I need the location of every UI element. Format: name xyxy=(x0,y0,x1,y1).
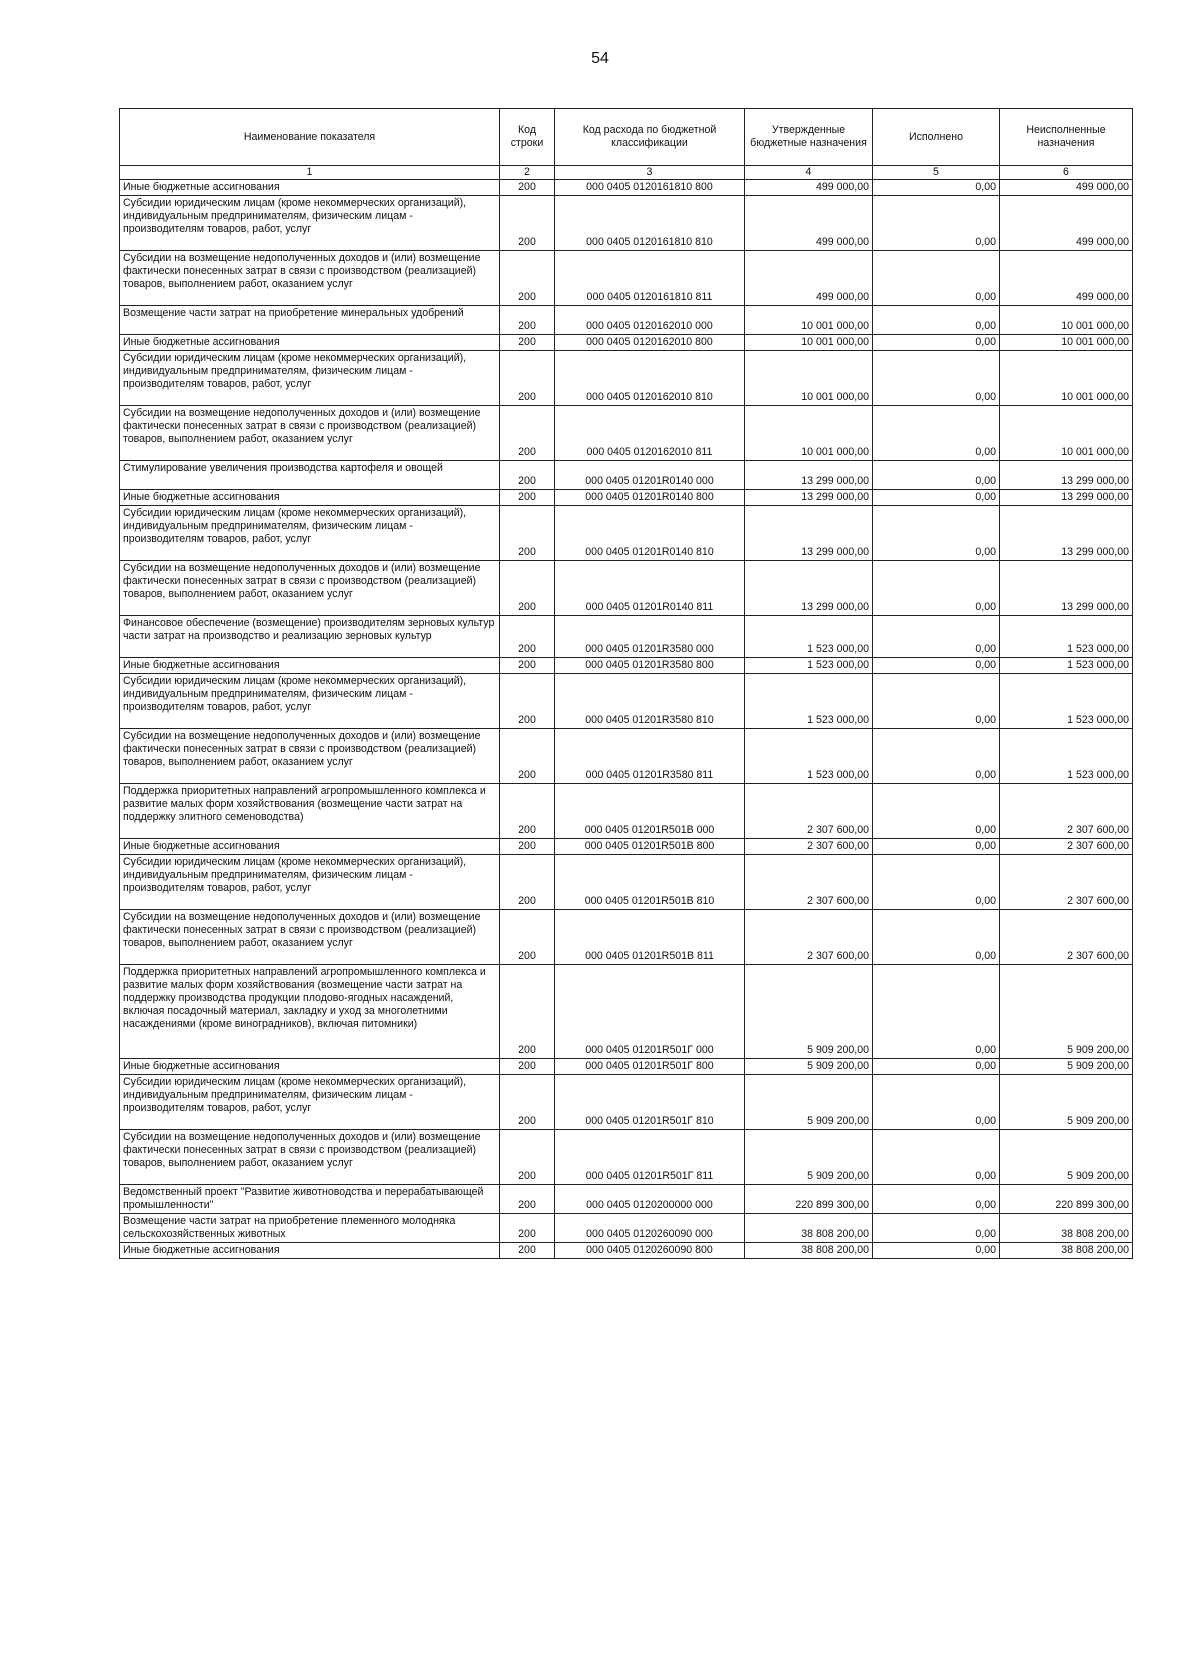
executed-amount-cell: 0,00 xyxy=(873,616,1000,658)
line-code-cell: 200 xyxy=(500,658,555,674)
expense-code-cell: 000 0405 0120260090 800 xyxy=(555,1243,745,1259)
approved-amount-cell: 13 299 000,00 xyxy=(745,506,873,561)
remaining-amount-cell: 5 909 200,00 xyxy=(1000,1059,1133,1075)
indicator-name-cell: Субсидии юридическим лицам (кроме некоммерческих организаций), индивидуальным предпринимателям, физическим лицам - производителям товаров, работ, услуг xyxy=(120,351,500,406)
approved-amount-cell: 10 001 000,00 xyxy=(745,351,873,406)
approved-amount-cell: 1 523 000,00 xyxy=(745,729,873,784)
remaining-amount-cell: 38 808 200,00 xyxy=(1000,1243,1133,1259)
approved-amount-cell: 38 808 200,00 xyxy=(745,1214,873,1243)
header-line-code: Код строки xyxy=(500,109,555,166)
approved-amount-cell: 1 523 000,00 xyxy=(745,658,873,674)
column-number: 4 xyxy=(745,166,873,180)
table-row xyxy=(120,658,1133,674)
approved-amount-cell: 13 299 000,00 xyxy=(745,561,873,616)
line-code-cell: 200 xyxy=(500,1185,555,1214)
line-code-cell: 200 xyxy=(500,351,555,406)
executed-amount-cell: 0,00 xyxy=(873,180,1000,196)
expense-code-cell: 000 0405 0120260090 000 xyxy=(555,1214,745,1243)
remaining-amount-cell: 10 001 000,00 xyxy=(1000,351,1133,406)
remaining-amount-cell: 10 001 000,00 xyxy=(1000,335,1133,351)
indicator-name-cell: Ведомственный проект "Развитие животноводства и перерабатывающей промышленности" xyxy=(120,1185,500,1214)
remaining-amount-cell: 1 523 000,00 xyxy=(1000,616,1133,658)
line-code-cell: 200 xyxy=(500,196,555,251)
remaining-amount-cell: 2 307 600,00 xyxy=(1000,855,1133,910)
remaining-amount-cell: 38 808 200,00 xyxy=(1000,1214,1133,1243)
expense-code-cell: 000 0405 0120161810 810 xyxy=(555,196,745,251)
executed-amount-cell: 0,00 xyxy=(873,855,1000,910)
remaining-amount-cell: 5 909 200,00 xyxy=(1000,1130,1133,1185)
approved-amount-cell: 2 307 600,00 xyxy=(745,855,873,910)
table-row xyxy=(120,965,1133,1059)
expense-code-cell: 000 0405 0120162010 800 xyxy=(555,335,745,351)
header-executed: Исполнено xyxy=(873,109,1000,166)
executed-amount-cell: 0,00 xyxy=(873,1059,1000,1075)
table-row xyxy=(120,839,1133,855)
line-code-cell: 200 xyxy=(500,729,555,784)
approved-amount-cell: 10 001 000,00 xyxy=(745,335,873,351)
executed-amount-cell: 0,00 xyxy=(873,1243,1000,1259)
header-approved: Утвержденные бюджетные назначения xyxy=(745,109,873,166)
approved-amount-cell: 5 909 200,00 xyxy=(745,1075,873,1130)
approved-amount-cell: 1 523 000,00 xyxy=(745,674,873,729)
executed-amount-cell: 0,00 xyxy=(873,1185,1000,1214)
line-code-cell: 200 xyxy=(500,839,555,855)
executed-amount-cell: 0,00 xyxy=(873,506,1000,561)
executed-amount-cell: 0,00 xyxy=(873,674,1000,729)
executed-amount-cell: 0,00 xyxy=(873,784,1000,839)
expense-code-cell: 000 0405 0120161810 811 xyxy=(555,251,745,306)
table-body xyxy=(120,180,1133,1259)
approved-amount-cell: 2 307 600,00 xyxy=(745,910,873,965)
remaining-amount-cell: 499 000,00 xyxy=(1000,180,1133,196)
expense-code-cell: 000 0405 0120162010 810 xyxy=(555,351,745,406)
executed-amount-cell: 0,00 xyxy=(873,1214,1000,1243)
header-row xyxy=(120,109,1133,166)
expense-code-cell: 000 0405 01201R0140 811 xyxy=(555,561,745,616)
executed-amount-cell: 0,00 xyxy=(873,406,1000,461)
line-code-cell: 200 xyxy=(500,1130,555,1185)
indicator-name-cell: Субсидии на возмещение недополученных доходов и (или) возмещение фактически понесенных затрат в связи с производством (реализацией) товаров, выполнением работ, оказанием услуг xyxy=(120,729,500,784)
indicator-name-cell: Поддержка приоритетных направлений агропромышленного комплекса и развитие малых форм хозяйствования (возмещение части затрат на поддержку производства продукции плодово-ягодных насаждений, включая посадочный материал, закладку и уход за многолетними насаждениями (кроме виноградников), включая питомники) xyxy=(120,965,500,1059)
table-row xyxy=(120,461,1133,490)
expense-code-cell: 000 0405 0120162010 000 xyxy=(555,306,745,335)
line-code-cell: 200 xyxy=(500,1214,555,1243)
line-code-cell: 200 xyxy=(500,180,555,196)
approved-amount-cell: 10 001 000,00 xyxy=(745,406,873,461)
indicator-name-cell: Субсидии юридическим лицам (кроме некоммерческих организаций), индивидуальным предпринимателям, физическим лицам - производителям товаров, работ, услуг xyxy=(120,855,500,910)
table-row xyxy=(120,506,1133,561)
remaining-amount-cell: 1 523 000,00 xyxy=(1000,658,1133,674)
column-number: 3 xyxy=(555,166,745,180)
remaining-amount-cell: 2 307 600,00 xyxy=(1000,839,1133,855)
remaining-amount-cell: 10 001 000,00 xyxy=(1000,306,1133,335)
table-row xyxy=(120,196,1133,251)
executed-amount-cell: 0,00 xyxy=(873,1075,1000,1130)
executed-amount-cell: 0,00 xyxy=(873,306,1000,335)
approved-amount-cell: 499 000,00 xyxy=(745,180,873,196)
executed-amount-cell: 0,00 xyxy=(873,196,1000,251)
approved-amount-cell: 10 001 000,00 xyxy=(745,306,873,335)
table-row xyxy=(120,1059,1133,1075)
table-row xyxy=(120,490,1133,506)
remaining-amount-cell: 499 000,00 xyxy=(1000,251,1133,306)
table-row xyxy=(120,351,1133,406)
approved-amount-cell: 220 899 300,00 xyxy=(745,1185,873,1214)
indicator-name-cell: Субсидии юридическим лицам (кроме некоммерческих организаций), индивидуальным предпринимателям, физическим лицам - производителям товаров, работ, услуг xyxy=(120,1075,500,1130)
line-code-cell: 200 xyxy=(500,306,555,335)
executed-amount-cell: 0,00 xyxy=(873,335,1000,351)
expense-code-cell: 000 0405 01201R3580 800 xyxy=(555,658,745,674)
line-code-cell: 200 xyxy=(500,490,555,506)
page-number: 54 xyxy=(591,50,609,67)
indicator-name-cell: Субсидии юридическим лицам (кроме некоммерческих организаций), индивидуальным предпринимателям, физическим лицам - производителям товаров, работ, услуг xyxy=(120,674,500,729)
indicator-name-cell: Иные бюджетные ассигнования xyxy=(120,180,500,196)
executed-amount-cell: 0,00 xyxy=(873,251,1000,306)
indicator-name-cell: Субсидии на возмещение недополученных доходов и (или) возмещение фактически понесенных затрат в связи с производством (реализацией) товаров, выполнением работ, оказанием услуг xyxy=(120,910,500,965)
approved-amount-cell: 13 299 000,00 xyxy=(745,490,873,506)
approved-amount-cell: 499 000,00 xyxy=(745,196,873,251)
indicator-name-cell: Субсидии на возмещение недополученных доходов и (или) возмещение фактически понесенных затрат в связи с производством (реализацией) товаров, выполнением работ, оказанием услуг xyxy=(120,406,500,461)
remaining-amount-cell: 220 899 300,00 xyxy=(1000,1185,1133,1214)
remaining-amount-cell: 13 299 000,00 xyxy=(1000,461,1133,490)
line-code-cell: 200 xyxy=(500,674,555,729)
table-row xyxy=(120,180,1133,196)
column-number: 2 xyxy=(500,166,555,180)
indicator-name-cell: Возмещение части затрат на приобретение минеральных удобрений xyxy=(120,306,500,335)
executed-amount-cell: 0,00 xyxy=(873,910,1000,965)
table-row xyxy=(120,616,1133,658)
expense-code-cell: 000 0405 01201R501Г 810 xyxy=(555,1075,745,1130)
table-row xyxy=(120,561,1133,616)
remaining-amount-cell: 499 000,00 xyxy=(1000,196,1133,251)
table-row xyxy=(120,910,1133,965)
column-number: 5 xyxy=(873,166,1000,180)
table-row xyxy=(120,1185,1133,1214)
expense-code-cell: 000 0405 01201R501Г 811 xyxy=(555,1130,745,1185)
budget-execution-table xyxy=(119,108,1133,1259)
indicator-name-cell: Субсидии на возмещение недополученных доходов и (или) возмещение фактически понесенных затрат в связи с производством (реализацией) товаров, выполнением работ, оказанием услуг xyxy=(120,561,500,616)
expense-code-cell: 000 0405 0120162010 811 xyxy=(555,406,745,461)
table-row xyxy=(120,335,1133,351)
column-number: 1 xyxy=(120,166,500,180)
table-row xyxy=(120,1243,1133,1259)
executed-amount-cell: 0,00 xyxy=(873,1130,1000,1185)
indicator-name-cell: Иные бюджетные ассигнования xyxy=(120,1243,500,1259)
expense-code-cell: 000 0405 01201R3580 000 xyxy=(555,616,745,658)
remaining-amount-cell: 1 523 000,00 xyxy=(1000,729,1133,784)
remaining-amount-cell: 10 001 000,00 xyxy=(1000,406,1133,461)
executed-amount-cell: 0,00 xyxy=(873,965,1000,1059)
remaining-amount-cell: 13 299 000,00 xyxy=(1000,506,1133,561)
remaining-amount-cell: 5 909 200,00 xyxy=(1000,1075,1133,1130)
line-code-cell: 200 xyxy=(500,335,555,351)
remaining-amount-cell: 2 307 600,00 xyxy=(1000,910,1133,965)
line-code-cell: 200 xyxy=(500,406,555,461)
indicator-name-cell: Иные бюджетные ассигнования xyxy=(120,658,500,674)
expense-code-cell: 000 0405 01201R0140 800 xyxy=(555,490,745,506)
remaining-amount-cell: 13 299 000,00 xyxy=(1000,561,1133,616)
indicator-name-cell: Иные бюджетные ассигнования xyxy=(120,1059,500,1075)
expense-code-cell: 000 0405 01201R0140 000 xyxy=(555,461,745,490)
expense-code-cell: 000 0405 01201R3580 811 xyxy=(555,729,745,784)
executed-amount-cell: 0,00 xyxy=(873,658,1000,674)
indicator-name-cell: Субсидии юридическим лицам (кроме некоммерческих организаций), индивидуальным предпринимателям, физическим лицам - производителям товаров, работ, услуг xyxy=(120,506,500,561)
approved-amount-cell: 5 909 200,00 xyxy=(745,965,873,1059)
approved-amount-cell: 5 909 200,00 xyxy=(745,1059,873,1075)
remaining-amount-cell: 5 909 200,00 xyxy=(1000,965,1133,1059)
line-code-cell: 200 xyxy=(500,1075,555,1130)
expense-code-cell: 000 0405 01201R0140 810 xyxy=(555,506,745,561)
indicator-name-cell: Иные бюджетные ассигнования xyxy=(120,490,500,506)
table-row xyxy=(120,251,1133,306)
approved-amount-cell: 13 299 000,00 xyxy=(745,461,873,490)
column-number: 6 xyxy=(1000,166,1133,180)
table-row xyxy=(120,1075,1133,1130)
executed-amount-cell: 0,00 xyxy=(873,561,1000,616)
indicator-name-cell: Стимулирование увеличения производства картофеля и овощей xyxy=(120,461,500,490)
table-row xyxy=(120,855,1133,910)
remaining-amount-cell: 13 299 000,00 xyxy=(1000,490,1133,506)
table-row xyxy=(120,729,1133,784)
indicator-name-cell: Субсидии на возмещение недополученных доходов и (или) возмещение фактически понесенных затрат в связи с производством (реализацией) товаров, выполнением работ, оказанием услуг xyxy=(120,251,500,306)
indicator-name-cell: Поддержка приоритетных направлений агропромышленного комплекса и развитие малых форм хозяйствования (возмещение части затрат на поддержку элитного семеноводства) xyxy=(120,784,500,839)
indicator-name-cell: Иные бюджетные ассигнования xyxy=(120,839,500,855)
header-remaining: Неисполненные назначения xyxy=(1000,109,1133,166)
line-code-cell: 200 xyxy=(500,251,555,306)
expense-code-cell: 000 0405 01201R501B 000 xyxy=(555,784,745,839)
executed-amount-cell: 0,00 xyxy=(873,461,1000,490)
executed-amount-cell: 0,00 xyxy=(873,490,1000,506)
header-expense-code: Код расхода по бюджетной классификации xyxy=(555,109,745,166)
line-code-cell: 200 xyxy=(500,784,555,839)
expense-code-cell: 000 0405 01201R501B 800 xyxy=(555,839,745,855)
approved-amount-cell: 5 909 200,00 xyxy=(745,1130,873,1185)
indicator-name-cell: Иные бюджетные ассигнования xyxy=(120,335,500,351)
expense-code-cell: 000 0405 01201R501B 811 xyxy=(555,910,745,965)
table-row xyxy=(120,674,1133,729)
line-code-cell: 200 xyxy=(500,1243,555,1259)
expense-code-cell: 000 0405 0120200000 000 xyxy=(555,1185,745,1214)
expense-code-cell: 000 0405 01201R501Г 000 xyxy=(555,965,745,1059)
line-code-cell: 200 xyxy=(500,616,555,658)
column-number-row xyxy=(120,166,1133,180)
executed-amount-cell: 0,00 xyxy=(873,351,1000,406)
remaining-amount-cell: 1 523 000,00 xyxy=(1000,674,1133,729)
table-row xyxy=(120,1130,1133,1185)
approved-amount-cell: 1 523 000,00 xyxy=(745,616,873,658)
table-row xyxy=(120,306,1133,335)
line-code-cell: 200 xyxy=(500,561,555,616)
table-row xyxy=(120,406,1133,461)
approved-amount-cell: 38 808 200,00 xyxy=(745,1243,873,1259)
expense-code-cell: 000 0405 01201R501B 810 xyxy=(555,855,745,910)
line-code-cell: 200 xyxy=(500,461,555,490)
approved-amount-cell: 2 307 600,00 xyxy=(745,839,873,855)
line-code-cell: 200 xyxy=(500,965,555,1059)
line-code-cell: 200 xyxy=(500,855,555,910)
indicator-name-cell: Возмещение части затрат на приобретение племенного молодняка сельскохозяйственных животных xyxy=(120,1214,500,1243)
executed-amount-cell: 0,00 xyxy=(873,839,1000,855)
approved-amount-cell: 2 307 600,00 xyxy=(745,784,873,839)
line-code-cell: 200 xyxy=(500,910,555,965)
table-row xyxy=(120,1214,1133,1243)
approved-amount-cell: 499 000,00 xyxy=(745,251,873,306)
expense-code-cell: 000 0405 01201R501Г 800 xyxy=(555,1059,745,1075)
indicator-name-cell: Субсидии на возмещение недополученных доходов и (или) возмещение фактически понесенных затрат в связи с производством (реализацией) товаров, выполнением работ, оказанием услуг xyxy=(120,1130,500,1185)
remaining-amount-cell: 2 307 600,00 xyxy=(1000,784,1133,839)
header-indicator-name: Наименование показателя xyxy=(120,109,500,166)
line-code-cell: 200 xyxy=(500,1059,555,1075)
table-row xyxy=(120,784,1133,839)
expense-code-cell: 000 0405 01201R3580 810 xyxy=(555,674,745,729)
expense-code-cell: 000 0405 0120161810 800 xyxy=(555,180,745,196)
line-code-cell: 200 xyxy=(500,506,555,561)
indicator-name-cell: Финансовое обеспечение (возмещение) производителям зерновых культур части затрат на производство и реализацию зерновых культур xyxy=(120,616,500,658)
indicator-name-cell: Субсидии юридическим лицам (кроме некоммерческих организаций), индивидуальным предпринимателям, физическим лицам - производителям товаров, работ, услуг xyxy=(120,196,500,251)
executed-amount-cell: 0,00 xyxy=(873,729,1000,784)
